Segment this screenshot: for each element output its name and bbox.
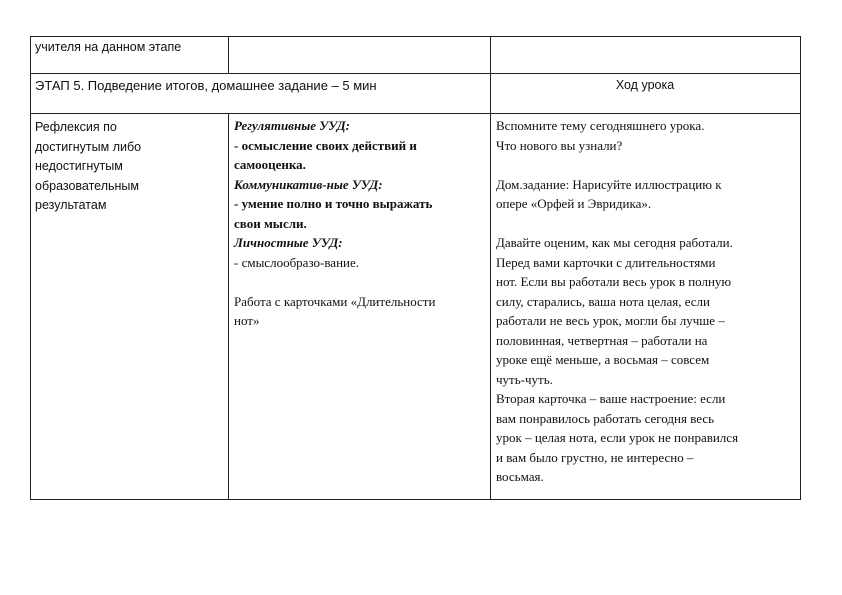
reflection-line: результатам — [35, 198, 107, 212]
evaluation-line: урок – целая нота, если урок не понравился — [496, 430, 739, 445]
col-divider-1-row1 — [228, 36, 229, 74]
uud-cell — [234, 116, 488, 331]
reflection-line: недостигнутым — [35, 159, 123, 173]
evaluation-line: чуть-чуть. — [496, 371, 553, 387]
teacher-stage-label: учителя на данном этапе — [35, 40, 182, 54]
homework-line: опере «Орфей и Эвридика». — [496, 196, 652, 211]
evaluation-line: восьмая. — [496, 469, 544, 484]
cards-work-text: Работа с карточками «Длительности — [234, 293, 436, 309]
regulative-uud-text: самооценка. — [234, 157, 306, 172]
reflection-line: Рефлексия по — [35, 120, 117, 134]
regulative-uud-title: Регулятивные УУД: — [234, 118, 351, 133]
stage-title: ЭТАП 5. Подведение итогов, домашнее задание – 5 мин — [35, 78, 377, 93]
reflection-line: образовательным — [35, 178, 140, 193]
personal-uud-text: - смыслообразо-вание. — [234, 254, 360, 270]
lesson-course-header: Ход урока — [615, 78, 675, 92]
evaluation-line: Давайте оценим, как мы сегодня работали. — [496, 235, 733, 250]
col-divider-2 — [490, 36, 491, 500]
table-border-bottom — [30, 499, 801, 500]
personal-uud-title: Личностные УУД: — [234, 235, 343, 250]
evaluation-line: половинная, четвертная – работали на — [496, 332, 708, 348]
table-border-left — [30, 36, 31, 500]
evaluation-line: вам понравилось работать сегодня весь — [496, 410, 715, 426]
evaluation-line: нот. Если вы работали весь урок в полную — [496, 274, 732, 289]
communicative-uud-title: Коммуникатив-ные УУД: — [234, 176, 383, 192]
evaluation-line: Вторая карточка – ваше настроение: если — [496, 391, 726, 406]
evaluation-line: Перед вами карточки с длительностями — [496, 254, 716, 270]
table-border-top — [30, 36, 801, 37]
question-line: Вспомните тему сегодняшнего урока. — [496, 118, 705, 133]
evaluation-line: работали не весь урок, могли бы лучше – — [496, 313, 725, 328]
homework-line: Дом.задание: Нарисуйте иллюстрацию к — [496, 176, 722, 192]
cards-work-text: нот» — [234, 313, 260, 328]
evaluation-line: и вам было грустно, не интересно – — [496, 449, 694, 465]
regulative-uud-text: - осмысление своих действий и — [234, 137, 417, 153]
reflection-cell — [35, 118, 225, 216]
table-border-row3-top — [30, 113, 801, 114]
reflection-line: достигнутым либо — [35, 139, 142, 154]
communicative-uud-text: - умение полно и точно выражать — [234, 196, 433, 211]
evaluation-line: силу, старались, ваша нота целая, если — [496, 293, 711, 309]
communicative-uud-text: свои мысли. — [234, 215, 307, 231]
evaluation-line: уроке ещё меньше, а восьмая – совсем — [496, 352, 710, 367]
col-divider-1-row3 — [228, 113, 229, 500]
table-border-right — [800, 36, 801, 500]
lesson-course-cell — [496, 116, 798, 487]
table-border-row2-top — [30, 73, 801, 74]
question-line: Что нового вы узнали? — [496, 137, 623, 153]
